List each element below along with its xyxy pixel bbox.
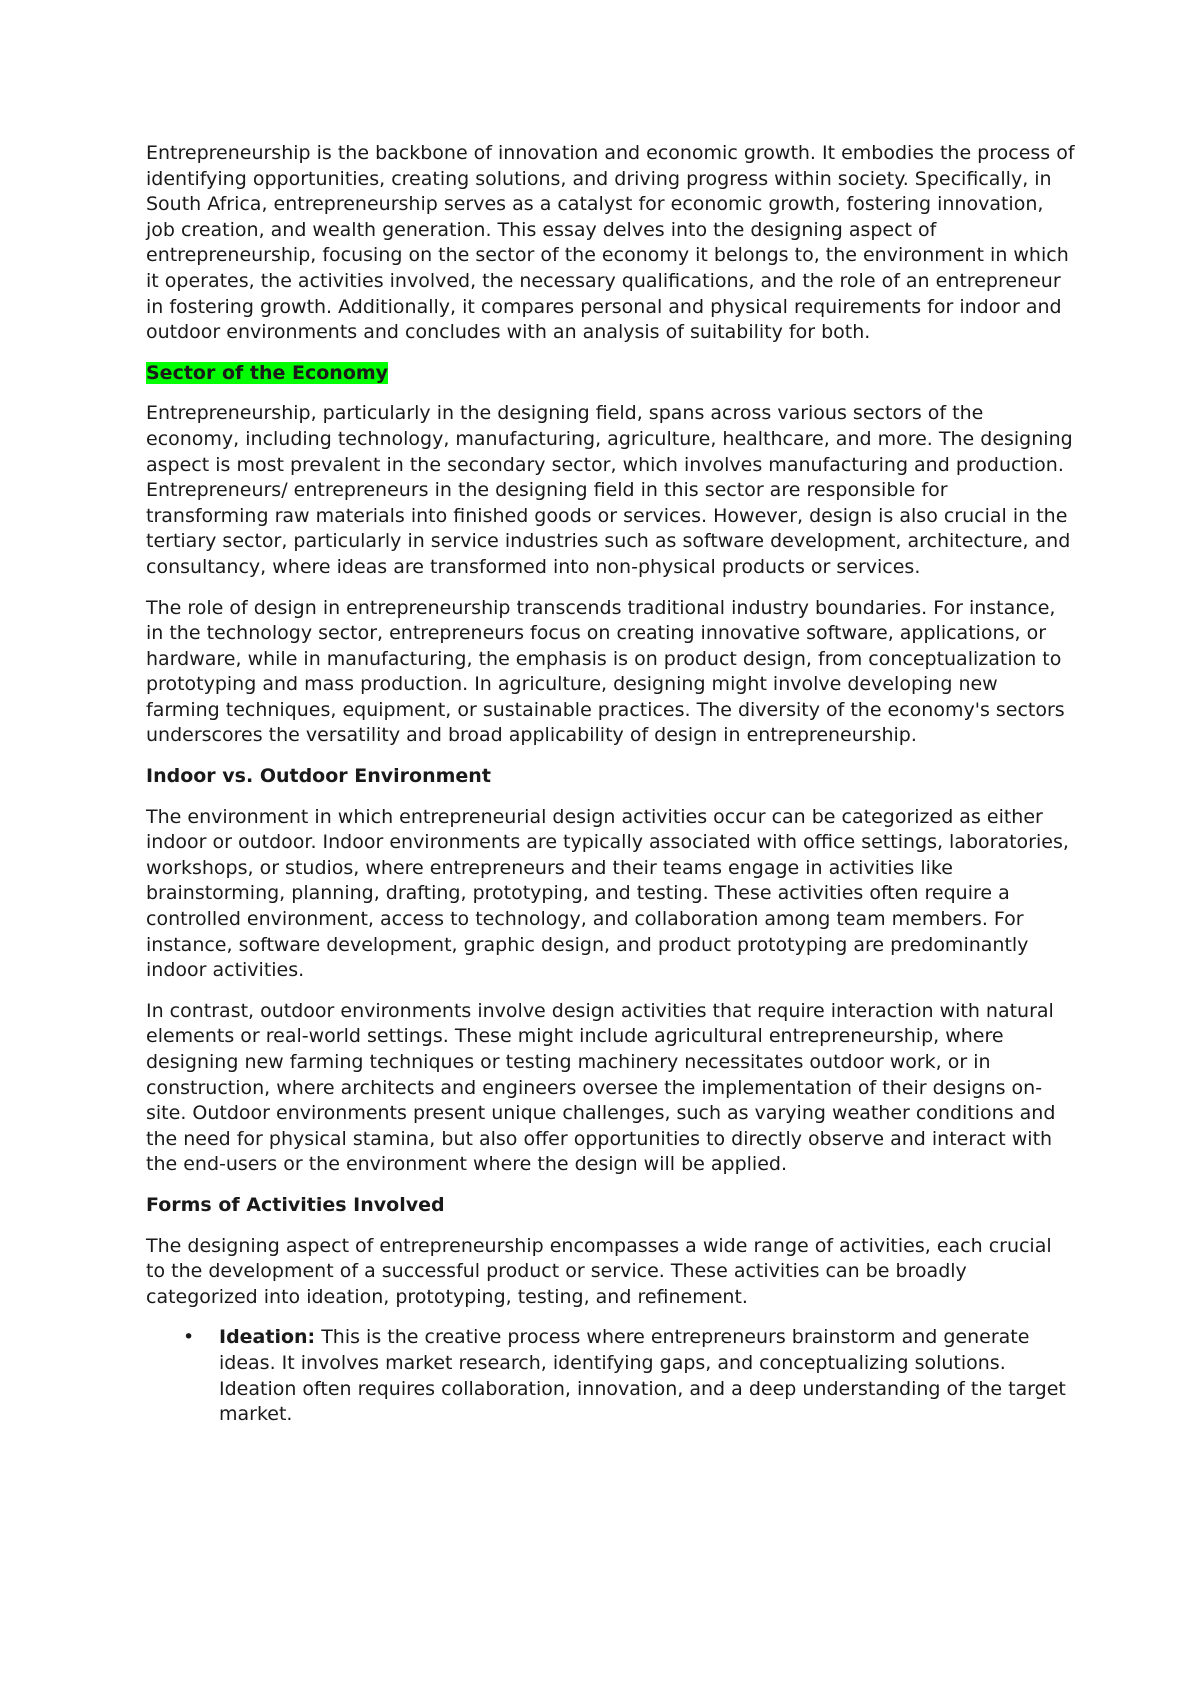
sector-paragraph-2: The role of design in entrepreneurship transcends traditional industry boundaries. For instance, in the technology sector, entrepreneurs focus on creating innovative software, applications, or hardware, while in manufacturing, the emphasis is on product design, from conceptualization to prototyping and mass production. In agriculture, designing might involve developing new farming techniques, equipment, or sustainable practices. The diversity of the economy's sectors underscores the versatility and broad applicability of design in entrepreneurship.: [146, 596, 1065, 747]
section-heading-environment: Indoor vs. Outdoor Environment: [146, 765, 491, 788]
section-heading-activities: Forms of Activities Involved: [146, 1193, 445, 1216]
document-page: [146, 141, 1076, 1428]
activities-paragraph-1: The designing aspect of entrepreneurship encompasses a wide range of activities, each crucial to the development of a successful product or service. These activities can be broadly categorized into ideation, prototyping, testing, and refinement.: [146, 1234, 1052, 1308]
environment-paragraph-1: The environment in which entrepreneurial design activities occur can be categorized as either indoor or outdoor. Indoor environments are typically associated with office settings, laboratories, workshops, or studios, where entrepreneurs and their teams engage in activities like brainstorming, planning, drafting, prototyping, and testing. These activities often require a controlled environment, access to technology, and collaboration among team members. For instance, software development, graphic design, and product prototyping are predominantly indoor activities.: [146, 805, 1069, 982]
intro-paragraph: Entrepreneurship is the backbone of innovation and economic growth. It embodies the process of identifying opportunities, creating solutions, and driving progress within society. Specifically, in South Africa, entrepreneurship serves as a catalyst for economic growth, fostering innovation, job creation, and wealth generation. This essay delves into the designing aspect of entrepreneurship, focusing on the sector of the economy it belongs to, the environment in which it operates, the activities involved, the necessary qualifications, and the role of an entrepreneur in fostering growth. Additionally, it compares personal and physical requirements for indoor and outdoor environments and concludes with an analysis of suitability for both.: [146, 142, 1075, 344]
environment-paragraph-2: In contrast, outdoor environments involve design activities that require interaction with natural elements or real-world settings. These might include agricultural entrepreneurship, where designing new farming techniques or testing machinery necessitates outdoor work, or in construction, where architects and engineers oversee the implementation of their designs on-site. Outdoor environments present unique challenges, such as varying weather conditions and the need for physical stamina, but also offer opportunities to directly observe and interact with the end-users or the environment where the design will be applied.: [146, 999, 1056, 1176]
list-item-text: This is the creative process where entrepreneurs brainstorm and generate ideas. It involves market research, identifying gaps, and conceptualizing solutions. Ideation often requires collaboration, innovation, and a deep understanding of the target market.: [219, 1326, 1066, 1426]
highlighted-heading-text: Sector of the Economy: [146, 361, 389, 384]
activities-list: [146, 1325, 1076, 1427]
list-item-term: Ideation:: [219, 1326, 316, 1349]
list-item: [183, 1325, 1076, 1427]
section-heading-sector: [146, 361, 1076, 387]
sector-paragraph-1: Entrepreneurship, particularly in the designing field, spans across various sectors of the economy, including technology, manufacturing, agriculture, healthcare, and more. The designing aspect is most prevalent in the secondary sector, which involves manufacturing and production. Entrepreneurs/ entrepreneurs in the designing field in this sector are responsible for transforming raw materials into finished goods or services. However, design is also crucial in the tertiary sector, particularly in service industries such as software development, architecture, and consultancy, where ideas are transformed into non-physical products or services.: [146, 402, 1073, 578]
bullet-icon: •: [183, 1326, 195, 1349]
